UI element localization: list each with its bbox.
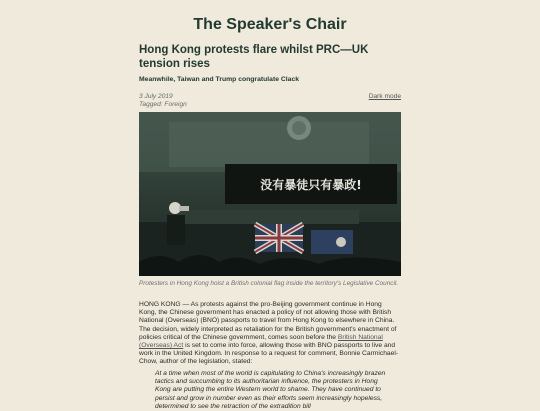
dark-mode-toggle[interactable]: Dark mode (368, 93, 401, 100)
article-headline: Hong Kong protests flare whilst PRC—UK tension rises (139, 44, 369, 70)
site-title[interactable]: The Speaker's Chair (193, 16, 347, 33)
british-flag-icon (255, 224, 303, 252)
banner-text: 没有暴徒只有暴政! (260, 178, 362, 192)
article-tags[interactable]: Tagged: Foreign (139, 101, 187, 108)
article-subheadline: Meanwhile, Taiwan and Trump congratulate Clack (139, 76, 300, 83)
protest-photo-illustration (139, 112, 401, 276)
article-body (139, 301, 401, 367)
article-date: 3 July 2019 (139, 93, 173, 100)
body-text-part2: is set to come into force, allowing those with BNO passports to live and work in the United Kingdom. In response to a request for comment, Bonnie Carmichael-Chow, author of the legislation, stated: (139, 342, 399, 366)
bno-act-link[interactable]: British National (Overseas) Act (139, 333, 383, 350)
article-meta (139, 93, 401, 109)
article-photo (139, 112, 401, 276)
body-text-part1: HONG KONG — As protests against the pro-Beijing government continue in Hong Kong, the Chinese government has enacted a policy of not allowing those with British National (Overseas) (BNO) passports to travel from Hong Kong to elsewhere in China. The decision, widely interpreted as retaliation for the British government's enactment of policies critical of the Chinese government, comes soon before the (139, 301, 397, 341)
article-quote: At a time when most of the world is capitulating to China's increasingly brazen tactics and succumbing to its authoritarian influence, the protesters in Hong Kong are putting the entire Western world to shame. They have continued to persist and grow in number even as their efforts seem increasingly hopeless, determined to see the retraction of the extradition bill (155, 370, 386, 410)
colonial-flag (311, 230, 353, 254)
photo-caption: Protesters in Hong Kong hoist a British colonial flag inside the territory's Legislative Council. (139, 280, 399, 287)
